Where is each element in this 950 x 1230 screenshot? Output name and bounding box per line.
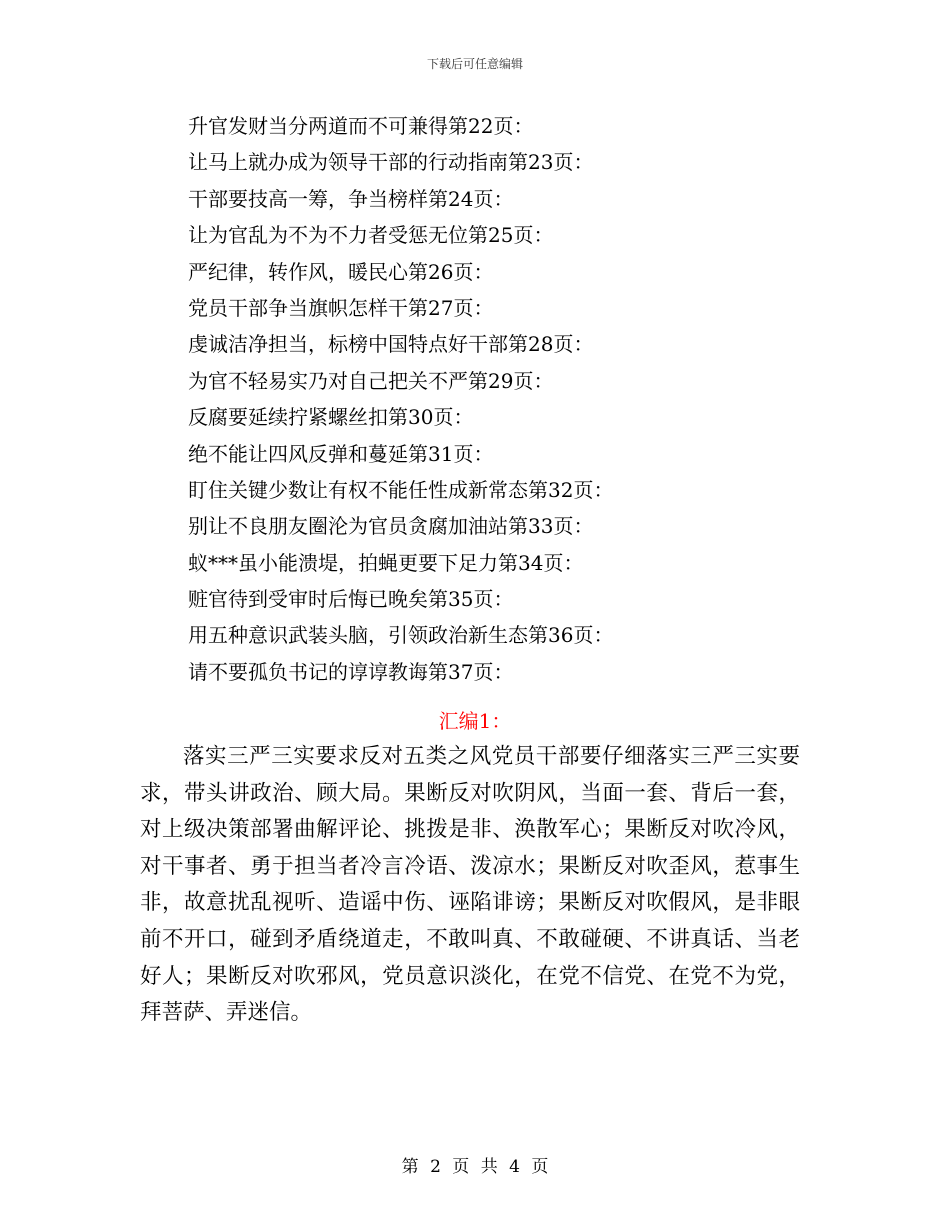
- toc-item: 盯住关键少数让有权不能任性成新常态第32页：: [188, 477, 614, 502]
- toc-item: 升官发财当分两道而不可兼得第22页：: [188, 114, 534, 138]
- toc-item: 请不要孤负书记的谆谆教诲第37页：: [188, 659, 514, 684]
- toc-item: 赃官待到受审时后悔已晚矣第35页：: [188, 587, 514, 612]
- toc-item: 反腐要延续拧紧螺丝扣第30页：: [188, 405, 474, 430]
- section-title: 汇编1：: [438, 709, 512, 733]
- toc-item: 别让不良朋友圈沦为官员贪腐加油站第33页：: [188, 514, 594, 539]
- page-footer: 第 2 页 共 4 页: [401, 1157, 549, 1177]
- toc-item: 虔诚洁净担当，标榜中国特点好干部第28页：: [188, 332, 594, 357]
- body-paragraph: 落实三严三实要求反对五类之风党员干部要仔细落实三严三实要求，带头讲政治、顾大局。果断反对吹阴风，当面一套、背后一套，对上级决策部署曲解评论、挑拨是非、涣散军心；果断反对吹冷风，对干事者、勇于担当者冷言冷语、泼凉水；果断反对吹歪风，惹事生非，故意扰乱视听、造谣中伤、诬陷诽谤；果断反对吹假风，是非眼前不开口，碰到矛盾绕道走，不敢叫真、不敢碰硬、不讲真话、当老好人；果断反对吹邪风，党员意识淡化，在党不信党、在党不为党，拜菩萨、弄迷信。: [140, 744, 800, 1026]
- header-note: 下载后可任意编辑: [426, 57, 523, 71]
- toc-item: 用五种意识武装头脑，引领政治新生态第36页：: [188, 623, 614, 648]
- toc-item: 绝不能让四风反弹和蔓延第31页：: [188, 441, 494, 466]
- toc-list: [188, 108, 848, 690]
- toc-item: 党员干部争当旗帜怎样干第27页：: [188, 295, 494, 320]
- toc-item: 干部要技高一筹，争当榜样第24页：: [188, 186, 514, 211]
- toc-item: 严纪律，转作风，暖民心第26页：: [188, 259, 494, 284]
- toc-item: 蚁***虽小能溃堤，拍蝇更要下足力第34页：: [188, 550, 584, 575]
- toc-item: 让为官乱为不为不力者受惩无位第25页：: [188, 223, 554, 248]
- toc-item: 为官不轻易实乃对自己把关不严第29页：: [188, 368, 554, 393]
- toc-item: 让马上就办成为领导干部的行动指南第23页：: [188, 150, 594, 175]
